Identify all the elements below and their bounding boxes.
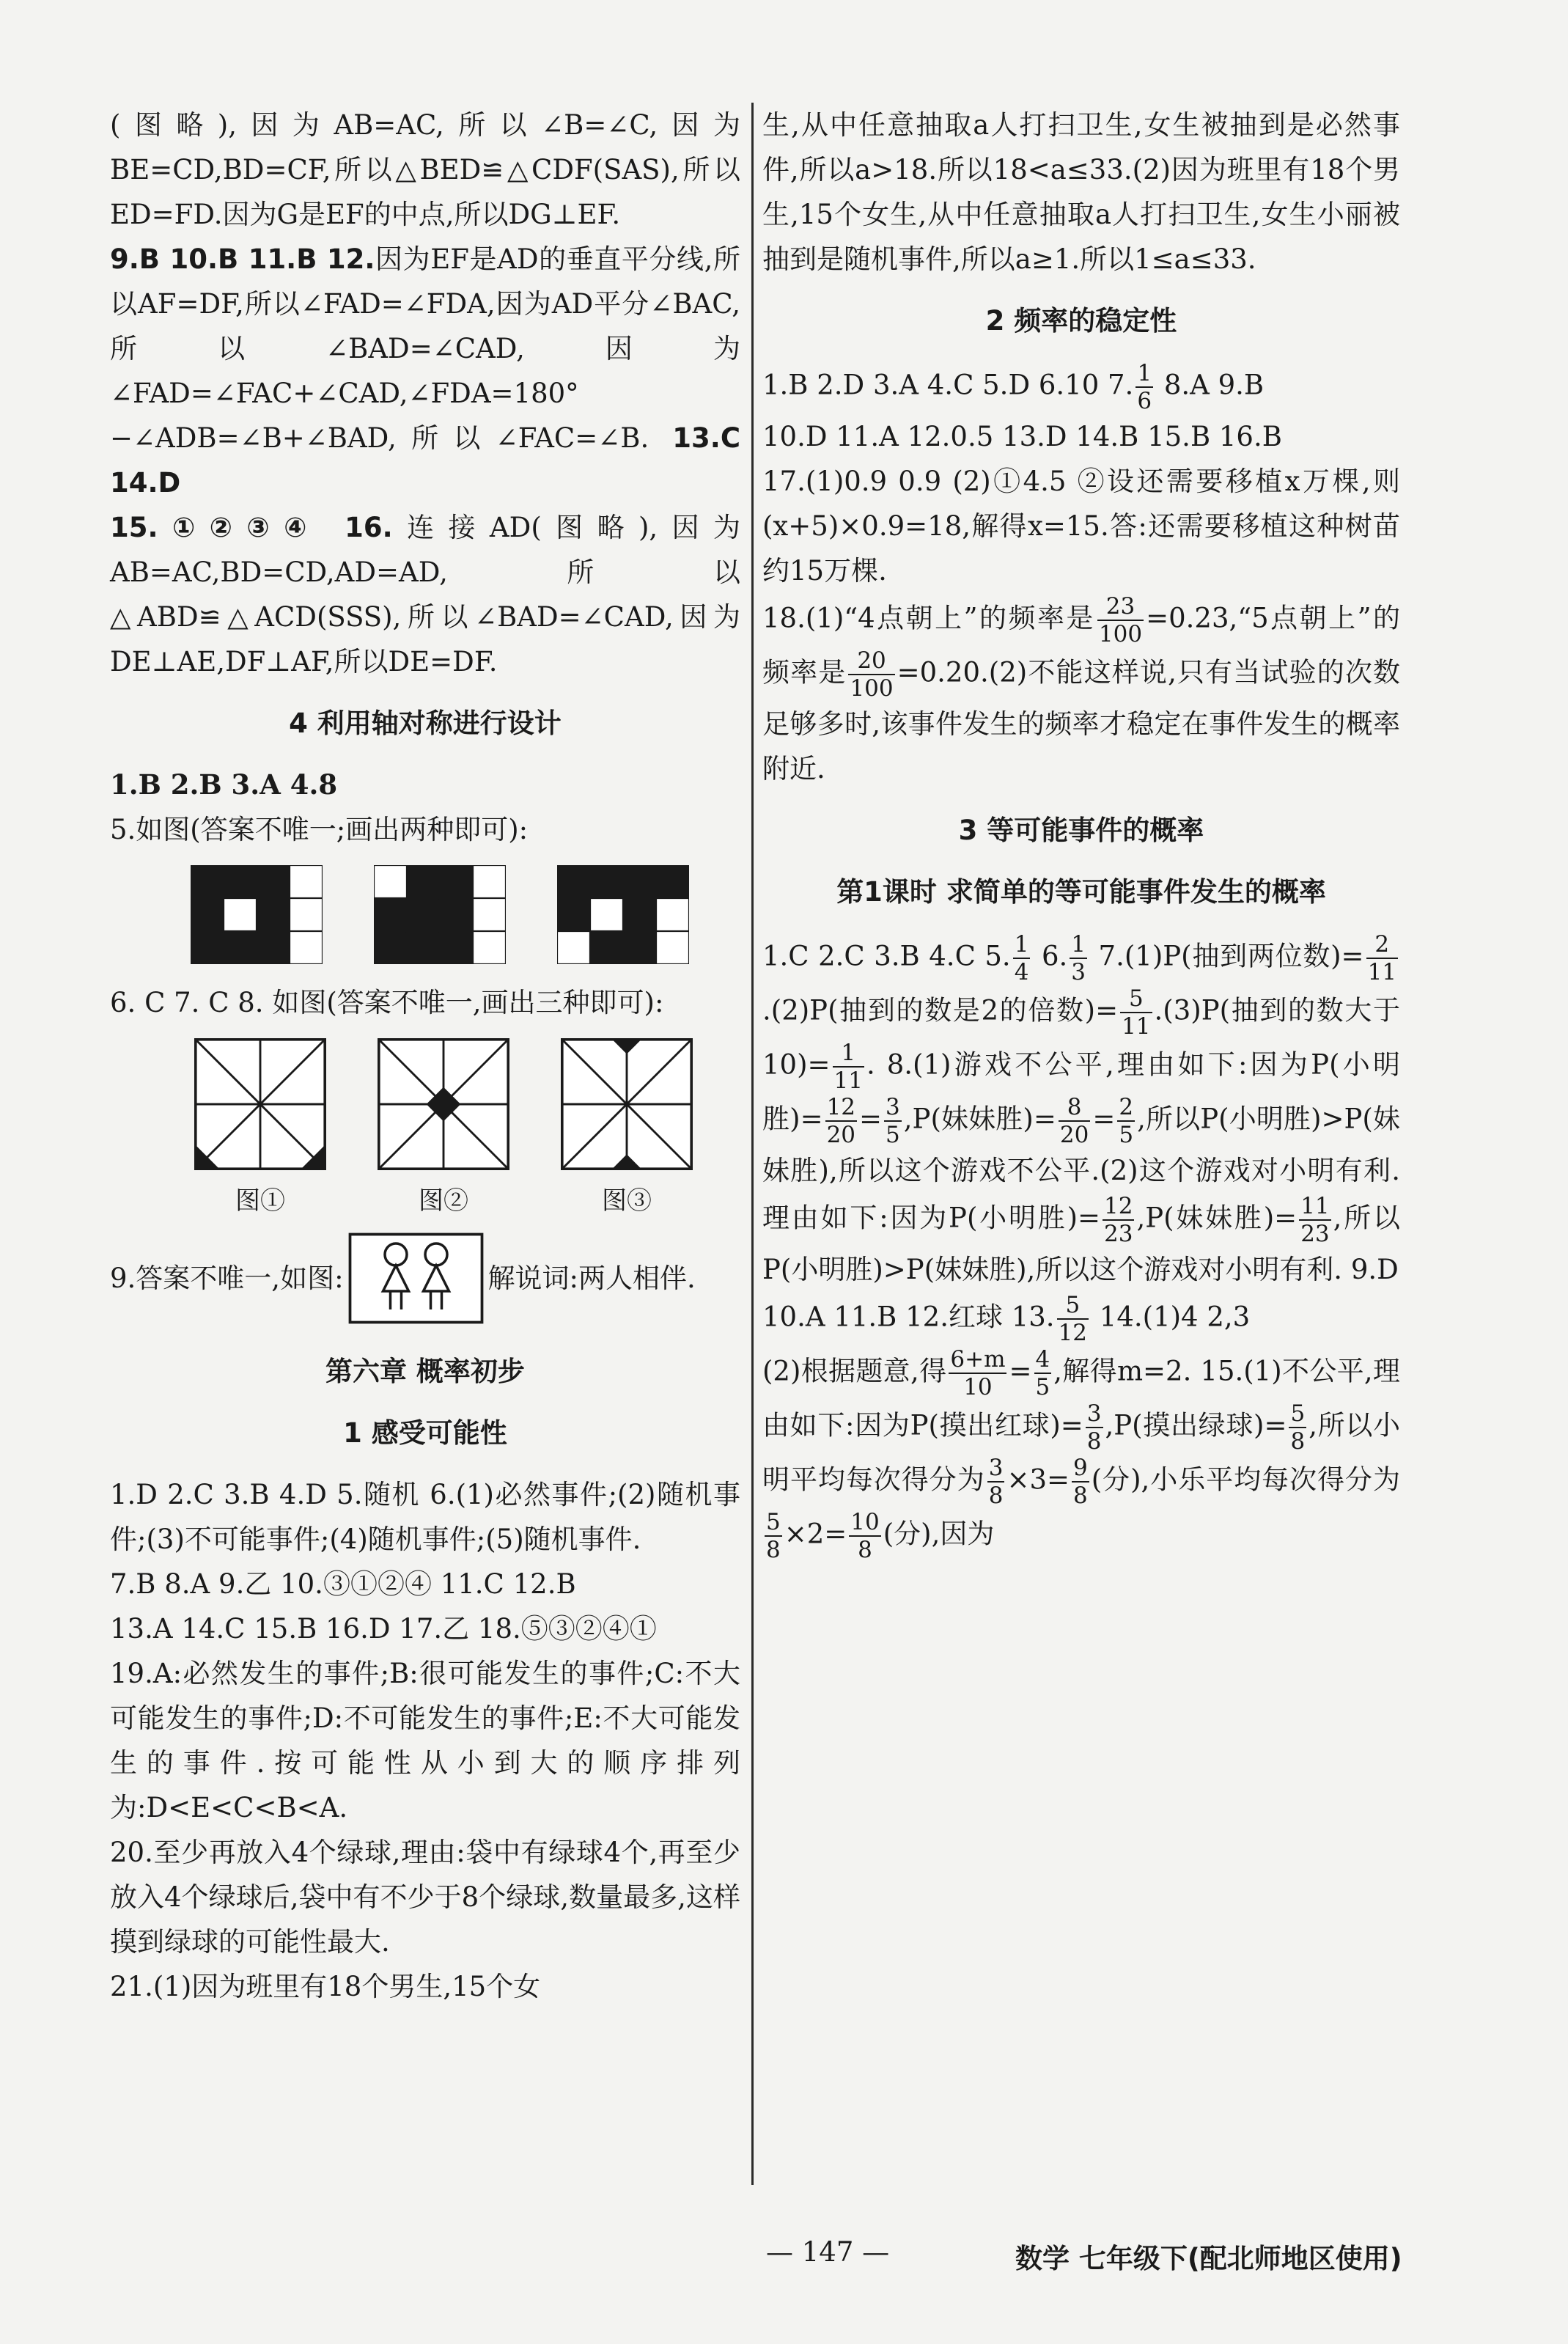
- fraction: $\frac{1}{4}$: [1014, 931, 1029, 985]
- fraction: $\frac{4}{5}$: [1035, 1346, 1050, 1400]
- answer-paragraph: [762, 593, 1400, 791]
- fraction: $\frac{5}{8}$: [766, 1509, 781, 1563]
- grid-figure: [191, 865, 323, 964]
- answer-line: 7.B 8.A 9.乙 10.③①②④ 11.C 12.B: [110, 1568, 576, 1600]
- answer-text: 连接AD(图略),因为AB=AC,BD=CD,AD=AD,所以△ABD≌△ACD(SSS),所以∠BAD=∠CAD,因为DE⊥AE,DF⊥AF,所以DE=DF.: [110, 512, 740, 677]
- question-numbers: 13.C 14.D: [110, 422, 740, 499]
- fraction: $\frac{12}{23}$: [1104, 1193, 1133, 1247]
- fraction: $\frac{3}{5}$: [886, 1094, 900, 1148]
- fraction: $\frac{9}{8}$: [1073, 1455, 1088, 1509]
- chapter-title: 第六章 概率初步: [325, 1356, 525, 1387]
- answer-text: 因为EF是AD的垂直平分线,所以AF=DF,所以∠FAD=∠FDA,因为AD平分∠BAC,所以∠BAD=∠CAD,因为∠FAD=∠FAC+∠CAD,∠FDA=180°−∠ADB=∠B+∠BAD,所以∠FAC=∠B.: [110, 243, 741, 454]
- q8-figures: [194, 1038, 740, 1216]
- answer-paragraph: 19.A:必然发生的事件;B:很可能发生的事件;C:不大可能发生的事件;D:不可能发生的事件;E:不大可能发生的事件.按可能性从小到大的顺序排列为:D<E<C<B<A.: [110, 1658, 740, 1823]
- grid-figure: [374, 865, 506, 964]
- fraction: $\frac{1}{3}$: [1071, 931, 1086, 985]
- answer-text: 1.B 2.D 3.A 4.C 5.D 6.10 7.: [762, 369, 1134, 401]
- page-footer: [0, 2236, 1568, 2280]
- two-figures-icon: [348, 1232, 484, 1324]
- figure-1: [194, 1038, 326, 1216]
- answer-paragraph: 21.(1)因为班里有18个男生,15个女: [110, 1971, 541, 2002]
- figure-2: [378, 1038, 509, 1216]
- answer-paragraph: [110, 505, 740, 684]
- fraction: $\frac{1}{11}$: [833, 1040, 863, 1094]
- answer-line: 1.B 2.B 3.A 4.8: [110, 768, 338, 801]
- fraction: $\frac{20}{100}$: [850, 647, 894, 702]
- answer-text: =0.23,“5点朝上”的频率是: [762, 602, 1400, 688]
- square-figure: [561, 1038, 693, 1170]
- fraction: $\frac{3}{8}$: [988, 1455, 1004, 1509]
- section-title: 3 等可能事件的概率: [958, 815, 1204, 846]
- answer-line: 13.A 14.C 15.B 16.D 17.乙 18.⑤③②④①: [110, 1613, 657, 1645]
- right-column: [762, 103, 1400, 1563]
- question-numbers: 15.①②③④ 16.: [110, 512, 393, 543]
- fraction: $\frac{6+m}{10}$: [950, 1346, 1006, 1400]
- fraction: $\frac{11}{23}$: [1300, 1193, 1330, 1247]
- square-figure: [194, 1038, 326, 1170]
- answer-paragraph: 生,从中任意抽取a人打扫卫生,女生被抽到是必然事件,所以a>18.所以18<a≤33.(2)因为班里有18个男生,15个女生,从中任意抽取a人打扫卫生,女生小丽被抽到是随机事件,所以a≥1.所以1≤a≤33.: [762, 109, 1400, 275]
- answer-paragraph: 1.C 2.C 3.B 4.C 5. $\frac{1}{4}$ 6. $\frac{1}{3}$ 7.(1)P(抽到两位数)= $\frac{2}{11}$ .(2)P(抽到的数是2的倍数)= $\frac{5}{11}$ .(3)P(抽到的数大于10)= $\frac{1}{11}$ . 8.(1)游戏不公平,理由如下:因为P(小明胜)= $\frac{12}{20}$ = $\frac{3}{5}$ ,P(妹妹胜)= $\frac{8}{20}$ = $\frac{2}{5}$ ,所以P(小明胜)>P(妹妹胜),所以这个游戏不公平.(2)这个游戏对小明有利.理由如下:因为P(小明胜)= $\frac{12}{23}$ ,P(妹妹胜)= $\frac{11}{23}$ ,所以P(小明胜)>P(妹妹胜),所以这个游戏对小明有利. 9.D: [762, 931, 1401, 1285]
- answer-text: 9.答案不唯一,如图:: [110, 1263, 344, 1294]
- section-title: 1 感受可能性: [343, 1417, 507, 1449]
- answer-paragraph: (2)根据题意,得 $\frac{6+m}{10}$ = $\frac{4}{5}$ ,解得m=2. 15.(1)不公平,理由如下:因为P(摸出红球)= $\frac{3}{8}$ ,P(摸出绿球)= $\frac{5}{8}$ ,所以小明平均每次得分为 $\frac{3}{8}$ ×3= $\frac{9}{8}$ (分),小乐平均每次得分为 $\frac{5}{8}$ ×2= $\frac{10}{8}$ (分),因为: [762, 1346, 1401, 1563]
- fraction: $\frac{1}{6}$: [1137, 360, 1152, 414]
- left-column: [110, 103, 740, 2009]
- answer-text: =0.20.(2)不能这样说,只有当试验的次数足够多时,该事件发生的频率才稳定在事件发生的概率附近.: [762, 656, 1401, 785]
- fraction: $\frac{2}{5}$: [1119, 1094, 1134, 1148]
- answer-line: [762, 360, 1400, 414]
- section-title: 4 利用轴对称进行设计: [289, 708, 562, 739]
- answer-text: 解说词:两人相伴.: [487, 1263, 696, 1294]
- q9-line: [110, 1232, 740, 1324]
- square-figure: [378, 1038, 509, 1170]
- answer-paragraph: (图略),因为AB=AC,所以∠B=∠C,因为BE=CD,BD=CF,所以△BED≌△CDF(SAS),所以ED=FD.因为G是EF的中点,所以DG⊥EF.: [110, 109, 740, 230]
- answer-paragraph: [110, 237, 740, 505]
- q5-figures: [191, 865, 740, 964]
- grid-figure: [557, 865, 689, 964]
- fraction: $\frac{5}{11}$: [1122, 985, 1151, 1040]
- section-title: 2 频率的稳定性: [985, 305, 1177, 337]
- fraction: $\frac{3}{8}$: [1086, 1400, 1102, 1455]
- page-number: — 147 —: [766, 2236, 890, 2268]
- fraction: $\frac{8}{20}$: [1059, 1094, 1089, 1148]
- figure-caption: 图③: [602, 1186, 652, 1216]
- answer-line: 10.D 11.A 12.0.5 13.D 14.B 15.B 16.B: [762, 421, 1282, 452]
- fraction: $\frac{5}{8}$: [1290, 1400, 1306, 1455]
- answer-line: 6. C 7. C 8. 如图(答案不唯一,画出三种即可):: [110, 987, 664, 1018]
- answer-paragraph: 1.D 2.C 3.B 4.D 5.随机 6.(1)必然事件;(2)随机事件;(3)不可能事件;(4)随机事件;(5)随机事件.: [110, 1479, 740, 1555]
- figure-caption: 图①: [235, 1186, 285, 1216]
- fraction: $\frac{12}{20}$: [826, 1094, 856, 1148]
- fraction: $\frac{10}{8}$: [850, 1509, 880, 1563]
- answer-text: 18.(1)“4点朝上”的频率是: [762, 602, 1095, 634]
- fraction: $\frac{2}{11}$: [1367, 931, 1397, 985]
- fraction: $\frac{5}{12}$: [1058, 1292, 1088, 1346]
- footer-note: 数学 七年级下(配北师地区使用): [1015, 2243, 1402, 2274]
- lesson-title: 第1课时 求简单的等可能事件发生的概率: [836, 876, 1326, 908]
- answer-line: 10.A 11.B 12.红球 13. $\frac{5}{12}$ 14.(1)4 2,3: [762, 1292, 1251, 1346]
- question-numbers: 9.B 10.B 11.B 12.: [110, 243, 375, 275]
- column-divider: [751, 103, 754, 2185]
- fraction: $\frac{23}{100}$: [1098, 593, 1143, 647]
- answer-paragraph: 17.(1)0.9 0.9 (2)①4.5 ②设还需要移植x万棵,则(x+5)×0.9=18,解得x=15.答:还需要移植这种树苗约15万棵.: [762, 466, 1400, 587]
- figure-3: [561, 1038, 693, 1216]
- answer-text: 8.A 9.B: [1163, 369, 1265, 401]
- figure-caption: 图②: [419, 1186, 468, 1216]
- answer-paragraph: 20.至少再放入4个绿球,理由:袋中有绿球4个,再至少放入4个绿球后,袋中有不少于8个绿球,数量最多,这样摸到绿球的可能性最大.: [110, 1837, 740, 1958]
- answer-line: 5.如图(答案不唯一;画出两种即可):: [110, 814, 529, 845]
